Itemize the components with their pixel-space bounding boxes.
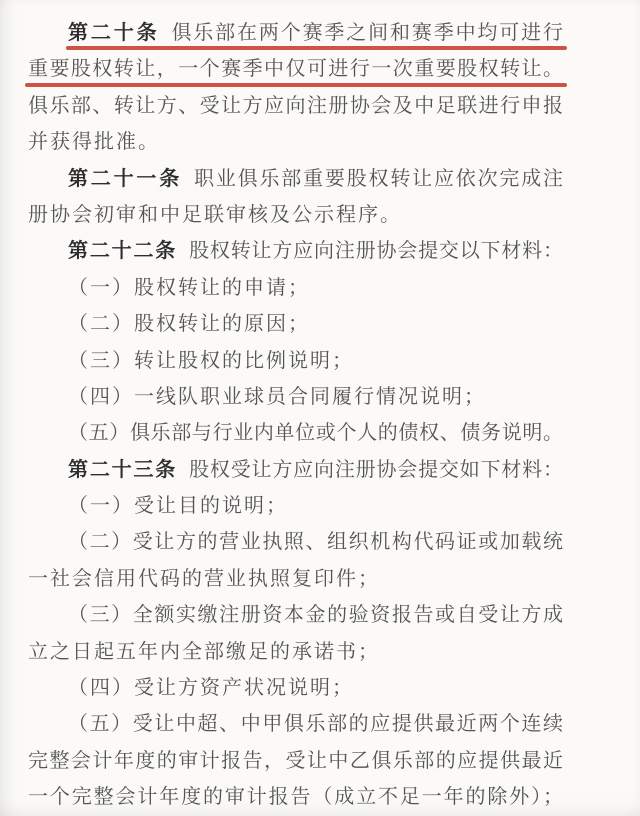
line-text: （一）受让目的说明； [68,493,288,518]
text-line [28,87,563,123]
text-line [28,633,563,669]
article-number: 第二十条 [68,20,160,44]
text-line [28,342,563,378]
line-text: （一）股权转让的申请； [68,274,310,299]
text-line [28,742,563,778]
line-text: 俱乐部在两个赛季之间和赛季中均可进行 [171,20,564,44]
text-line [28,378,563,414]
text-line [28,269,563,305]
line-text: （五）受让中超、中甲俱乐部的应提供最近两个连续 [68,711,563,736]
article-number: 第二十三条 [68,456,178,481]
line-text: （四）一线队职业球员合同履行情况说明； [68,383,486,408]
line-text: 股权转让方应向注册协会提交以下材料： [189,238,564,263]
text-line [28,778,563,814]
text-line [28,123,563,159]
article-heading-line [28,451,563,487]
line-text: （二）股权转让的原因； [68,311,310,336]
line-text: 册协会初审和中足联审核及公示程序。 [28,201,402,226]
article-heading-line [28,14,563,50]
text-line [28,196,563,232]
line-text: （三）全额实缴注册资本金的验资报告或自受让方成 [68,602,563,627]
line-text: （四）受让方资产状况说明； [68,675,354,700]
line-text: 一社会信用代码的营业执照复印件； [28,565,380,590]
line-text: 俱乐部、转让方、受让方应向注册协会及中足联进行申报 [28,92,563,117]
line-text: （五）俱乐部与行业内单位或个人的债权、债务说明。 [68,420,563,445]
text-line [28,50,563,86]
line-text: 并获得批准。 [28,129,160,154]
text-line [28,596,563,632]
line-text: （二）受让方的营业执照、组织机构代码证或加载统 [68,529,563,554]
line-text: 立之日起五年内全部缴足的承诺书； [28,638,380,663]
text-line [28,523,563,559]
line-text: （三）转让股权的比例说明； [68,347,354,372]
line-text: 股权受让方应向注册协会提交如下材料： [189,456,564,481]
line-text: 职业俱乐部重要股权转让应依次完成注 [194,165,564,190]
text-line [28,414,563,450]
text-line [28,487,563,523]
text-line [28,705,563,741]
text-line [28,305,563,341]
article-number: 第二十一条 [68,165,183,190]
document-body [28,14,563,815]
line-text: 完整会计年度的审计报告，受让中乙俱乐部的应提供最近 [28,747,563,772]
article-heading-line [28,160,563,196]
article-heading-line [28,232,563,268]
line-text: 重要股权转让，一个赛季中仅可进行一次重要股权转让。 [28,56,563,81]
text-line [28,669,563,705]
text-line [28,560,563,596]
article-number: 第二十二条 [68,238,178,263]
line-text: 一个完整会计年度的审计报告（成立不足一年的除外）； [28,784,563,809]
